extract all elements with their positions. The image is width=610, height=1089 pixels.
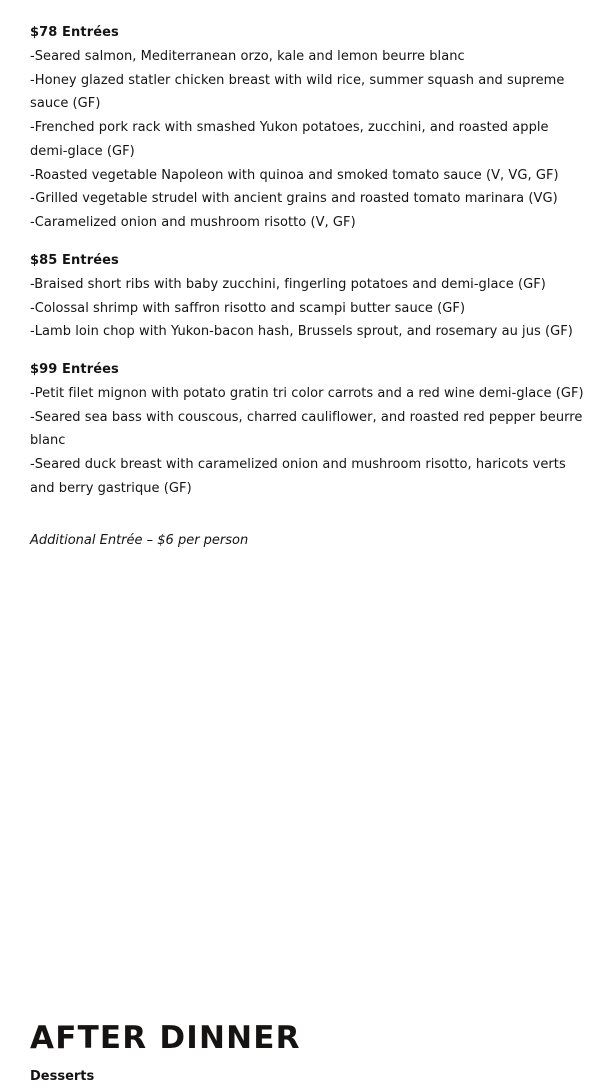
entree-section-99 xyxy=(30,358,586,501)
additional-entree-note: Additional Entrée – $6 per person xyxy=(30,533,249,548)
entree-section-85 xyxy=(30,249,586,344)
section-heading: $99 Entrées xyxy=(30,362,119,377)
menu-item: -Colossal shrimp with saffron risotto and scampi butter sauce (GF) xyxy=(30,300,466,316)
menu-item: -Seared salmon, Mediterranean orzo, kale and lemon beurre blanc xyxy=(30,49,465,64)
after-dinner-title: AFTER DINNER xyxy=(30,1020,301,1056)
menu-item: -Petit filet mignon with potato gratin tri color carrots and a red wine demi-glace (GF) xyxy=(30,386,584,401)
menu-item: -Caramelized onion and mushroom risotto (V, GF) xyxy=(30,214,356,230)
menu-list xyxy=(30,273,586,344)
desserts-heading: Desserts xyxy=(30,1069,95,1084)
menu-item: -Roasted vegetable Napoleon with quinoa and smoked tomato sauce (V, VG, GF) xyxy=(30,167,559,183)
menu-item: -Honey glazed statler chicken breast with wild rice, summer squash and supreme sauce (GF) xyxy=(30,72,565,112)
menu-item: -Seared sea bass with couscous, charred cauliflower, and roasted red pepper beurre blanc xyxy=(30,409,583,449)
menu-item: -Frenched pork rack with smashed Yukon potatoes, zucchini, and roasted apple demi-glace (GF) xyxy=(30,120,549,159)
menu-item: -Lamb loin chop with Yukon-bacon hash, Brussels sprout, and rosemary au jus (GF) xyxy=(30,324,573,340)
entree-section-78 xyxy=(30,21,586,235)
menu-list xyxy=(30,45,586,235)
menu-item: -Seared duck breast with caramelized onion and mushroom risotto, haricots verts and berry gastrique (GF) xyxy=(30,457,566,496)
menu-list xyxy=(30,382,586,501)
menu-item: -Braised short ribs with baby zucchini, fingerling potatoes and demi-glace (GF) xyxy=(30,277,546,292)
section-heading: $78 Entrées xyxy=(30,25,119,40)
menu-item: -Grilled vegetable strudel with ancient grains and roasted tomato marinara (VG) xyxy=(30,191,558,207)
section-heading: $85 Entrées xyxy=(30,253,119,268)
